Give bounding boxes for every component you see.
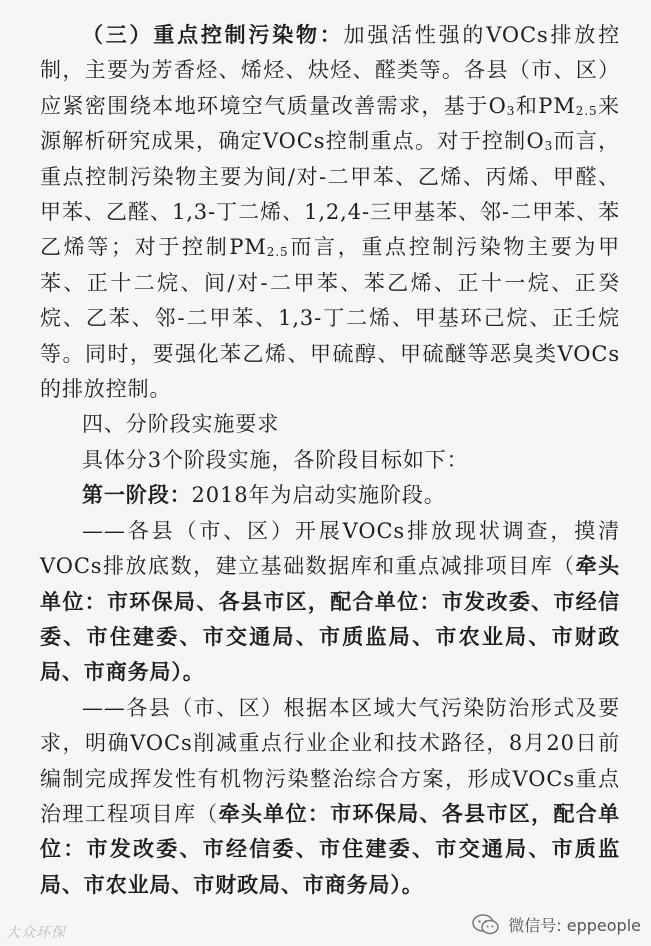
- section4-heading: 四、分阶段实施要求: [82, 412, 280, 437]
- section3-text-4: 而言，重点控制污染物主要为间/对-二甲苯、乙烯、丙烯、甲醛、甲苯、乙醛、1,3-丁二烯、1,2,4-三甲基苯、邻-二甲苯、苯乙烯等；对于控制PM: [40, 129, 621, 260]
- item2-coop-label: 配合单位：: [40, 801, 621, 862]
- watermark-left: 大众环保: [6, 925, 66, 941]
- item2-paragraph: [40, 691, 620, 903]
- wechat-id-label: 微信号: eppeople: [508, 916, 641, 935]
- item2-text: ——各县（市、区）根据本区域大气污染防治形式及要求，明确VOCs削减重点行业企业和技术路径，8月20日前编制完成挥发性有机物污染整治综合方案，形成VOCs重点治理工程项目库（: [40, 695, 620, 826]
- wechat-icon: [472, 914, 500, 936]
- item1-lead-value: 市环保局、各县市区，: [106, 589, 331, 614]
- wechat-watermark: [472, 913, 641, 936]
- item2-lead-label: 牵头单位：: [218, 801, 331, 826]
- section3-text-5: 而言，重点控制污染物主要为甲苯、正十二烷、间/对-二甲苯、苯乙烯、正十一烷、正癸烷、乙苯、邻-二甲苯、1,3-丁二烯、甲基环己烷、正壬烷等。同时，要强化苯乙烯、甲硫醇、甲硫醚等恶臭类VOCs的排放控制。: [40, 235, 620, 402]
- section3-text-1: 加强活性强的VOCs排放控制，主要为芳香烃、烯烃、炔烃、醛类等。各县（市、区）应紧密围绕本地环境空气质量改善需求，基于O: [40, 23, 620, 118]
- item1-lead-label: 牵头单位：: [40, 554, 620, 614]
- footer-watermark-bar: [0, 896, 651, 946]
- item1-paragraph: [40, 514, 620, 691]
- section3-text-2: 和PM: [515, 93, 576, 118]
- stage1-paragraph: [40, 478, 620, 513]
- item1-text: ——各县（市、区）开展VOCs排放现状调查，摸清VOCs排放底数，建立基础数据库和重点减排项目库（: [40, 518, 620, 579]
- section4-intro: 具体分3个阶段实施，各阶段目标如下：: [82, 447, 469, 472]
- o3-subscript: 3: [506, 103, 516, 118]
- stage1-text: 2018年为启动实施阶段。: [191, 483, 446, 508]
- item1-coop-value: 市发改委、市经信委、市住建委、市交通局、市质监局、市农业局、市财政局、市商务局）。: [40, 589, 621, 685]
- section3-paragraph: [40, 18, 620, 407]
- section3-label: （三）重点控制污染物：: [82, 23, 344, 47]
- document-body: [40, 18, 620, 903]
- item2-coop-value: 市发改委、市经信委、市住建委、市交通局、市质监局、市农业局、市财政局、市商务局）。: [40, 837, 620, 897]
- o3-subscript-2: 3: [544, 139, 554, 154]
- section3-text-3: 来源解析研究成果，确定VOCs控制重点。对于控制O: [40, 93, 620, 154]
- pm25-subscript: 2.5: [575, 103, 598, 118]
- item1-coop-label: 配合单位：: [330, 589, 442, 614]
- item2-lead-value: 市环保局、各县市区，: [330, 801, 554, 826]
- pm25-subscript-2: 2.5: [266, 245, 289, 260]
- stage1-label: 第一阶段：: [82, 483, 192, 508]
